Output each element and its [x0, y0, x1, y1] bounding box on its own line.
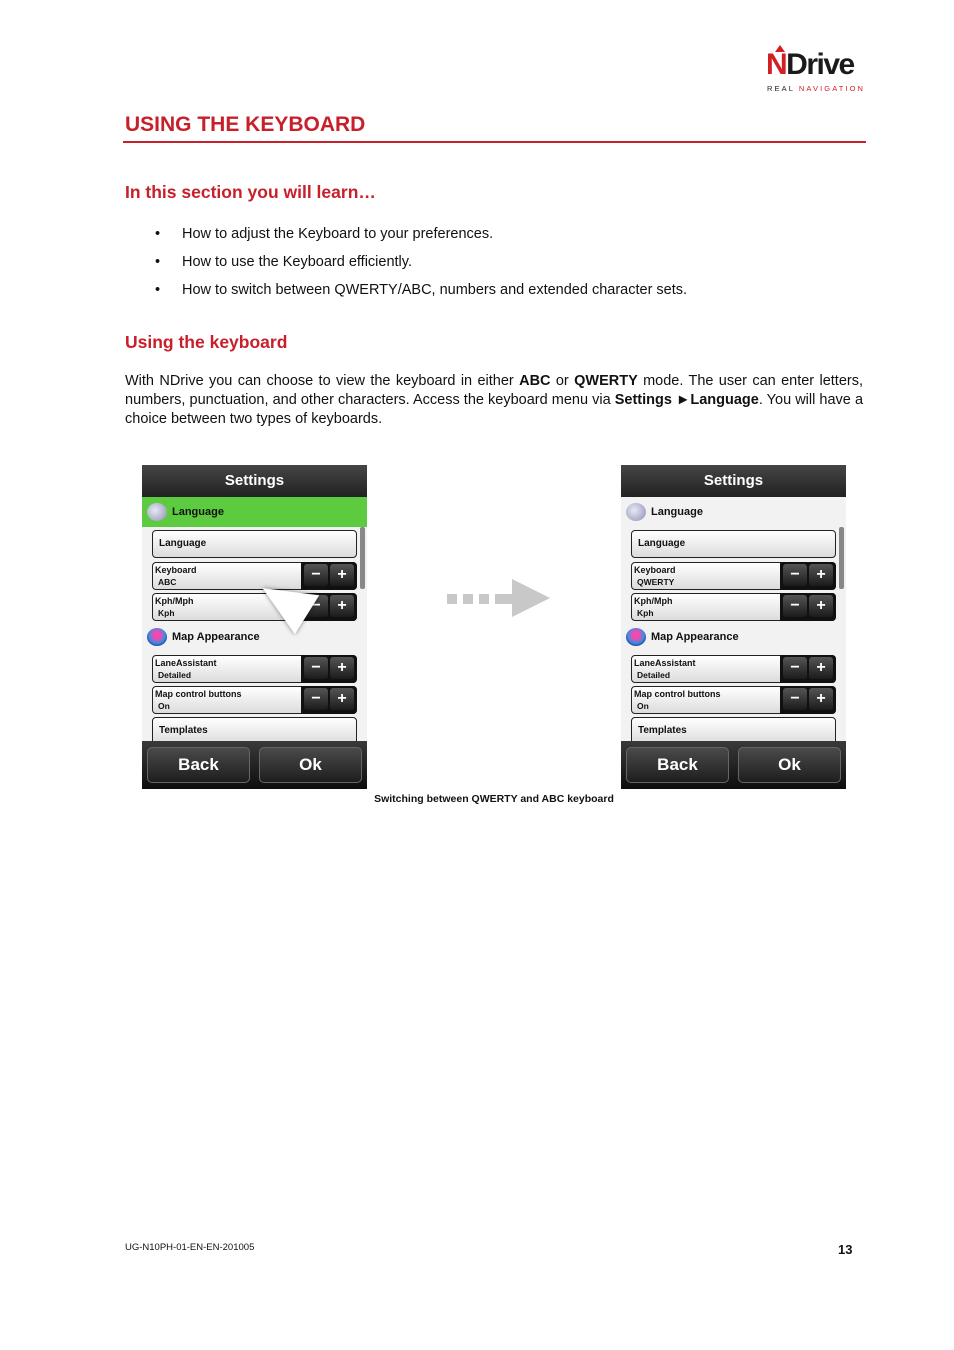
templates-row[interactable]: Templates — [152, 717, 357, 745]
language-icon — [626, 503, 646, 521]
ndrive-logo — [766, 48, 870, 96]
kph-minus-button[interactable]: − — [783, 595, 807, 617]
language-icon — [147, 503, 167, 521]
lane-assistant-row: LaneAssistant Detailed − + — [631, 655, 836, 683]
mapctrl-plus-button[interactable]: + — [809, 688, 833, 710]
title-underline — [123, 141, 866, 143]
scrollbar[interactable] — [839, 527, 844, 589]
list-item: • How to switch between QWERTY/ABC, numbers and extended character sets. — [155, 282, 688, 298]
ok-button[interactable]: Ok — [259, 747, 362, 783]
language-row[interactable]: Language — [631, 530, 836, 558]
mapctrl-minus-button[interactable]: − — [304, 688, 328, 710]
keyboard-row: Keyboard QWERTY − + — [631, 562, 836, 590]
map-appearance-section-header: Map Appearance — [142, 622, 367, 652]
settings-screen-abc — [142, 465, 367, 789]
kph-plus-button[interactable]: + — [330, 595, 354, 617]
figure-caption: Switching between QWERTY and ABC keyboard — [374, 793, 614, 805]
keyboard-plus-button[interactable]: + — [330, 564, 354, 586]
back-button[interactable]: Back — [147, 747, 250, 783]
bullet-icon: • — [155, 254, 161, 270]
language-section-header: Language — [621, 497, 846, 527]
page-number: 13 — [838, 1242, 853, 1257]
keyboard-row: Keyboard ABC − + — [152, 562, 357, 590]
bottom-bar — [142, 741, 367, 789]
map-control-row: Map control buttons On − + — [152, 686, 357, 714]
lane-minus-button[interactable]: − — [783, 657, 807, 679]
keyboard-minus-button[interactable]: − — [783, 564, 807, 586]
keyboard-plus-button[interactable]: + — [809, 564, 833, 586]
screen-title: Settings — [621, 465, 846, 497]
bottom-bar — [621, 741, 846, 789]
kph-row: Kph/Mph Kph − + — [631, 593, 836, 621]
ok-button[interactable]: Ok — [738, 747, 841, 783]
lane-assistant-row: LaneAssistant Detailed − + — [152, 655, 357, 683]
back-button[interactable]: Back — [626, 747, 729, 783]
lane-plus-button[interactable]: + — [809, 657, 833, 679]
kph-row: Kph/Mph Kph − + — [152, 593, 357, 621]
learn-list — [150, 224, 687, 308]
mapctrl-plus-button[interactable]: + — [330, 688, 354, 710]
kph-plus-button[interactable]: + — [809, 595, 833, 617]
language-section-header: Language — [142, 497, 367, 527]
screen-title: Settings — [142, 465, 367, 497]
map-appearance-section-header: Map Appearance — [621, 622, 846, 652]
lane-minus-button[interactable]: − — [304, 657, 328, 679]
mapctrl-minus-button[interactable]: − — [783, 688, 807, 710]
map-appearance-icon — [626, 628, 646, 646]
page-title: USING THE KEYBOARD — [125, 113, 366, 136]
templates-row[interactable]: Templates — [631, 717, 836, 745]
kph-minus-button[interactable]: − — [304, 595, 328, 617]
bullet-icon: • — [155, 282, 161, 298]
keyboard-minus-button[interactable]: − — [304, 564, 328, 586]
section-heading-learn: In this section you will learn… — [125, 182, 376, 202]
map-control-row: Map control buttons On − + — [631, 686, 836, 714]
list-item: • How to use the Keyboard efficiently. — [155, 254, 412, 270]
lane-plus-button[interactable]: + — [330, 657, 354, 679]
list-item: • How to adjust the Keyboard to your preferences. — [155, 226, 494, 242]
language-row[interactable]: Language — [152, 530, 357, 558]
scrollbar[interactable] — [360, 527, 365, 589]
bullet-icon: • — [155, 226, 161, 242]
logo-wordmark: NDrive — [766, 48, 854, 81]
map-appearance-icon — [147, 628, 167, 646]
intro-paragraph: With NDrive you can choose to view the keyboard in either ABC or QWERTY mode. The user can enter letters, numbers, punctuation, and other characters. Access the keyboard menu via Settings ►Language. You will have a choice between two types of keyboards. — [125, 373, 864, 427]
document-id: UG-N10PH-01-EN-EN-201005 — [125, 1242, 255, 1253]
logo-tagline: REAL NAVIGATION — [767, 84, 866, 93]
settings-screen-qwerty — [621, 465, 846, 789]
section-heading-keyboard: Using the keyboard — [125, 332, 288, 352]
